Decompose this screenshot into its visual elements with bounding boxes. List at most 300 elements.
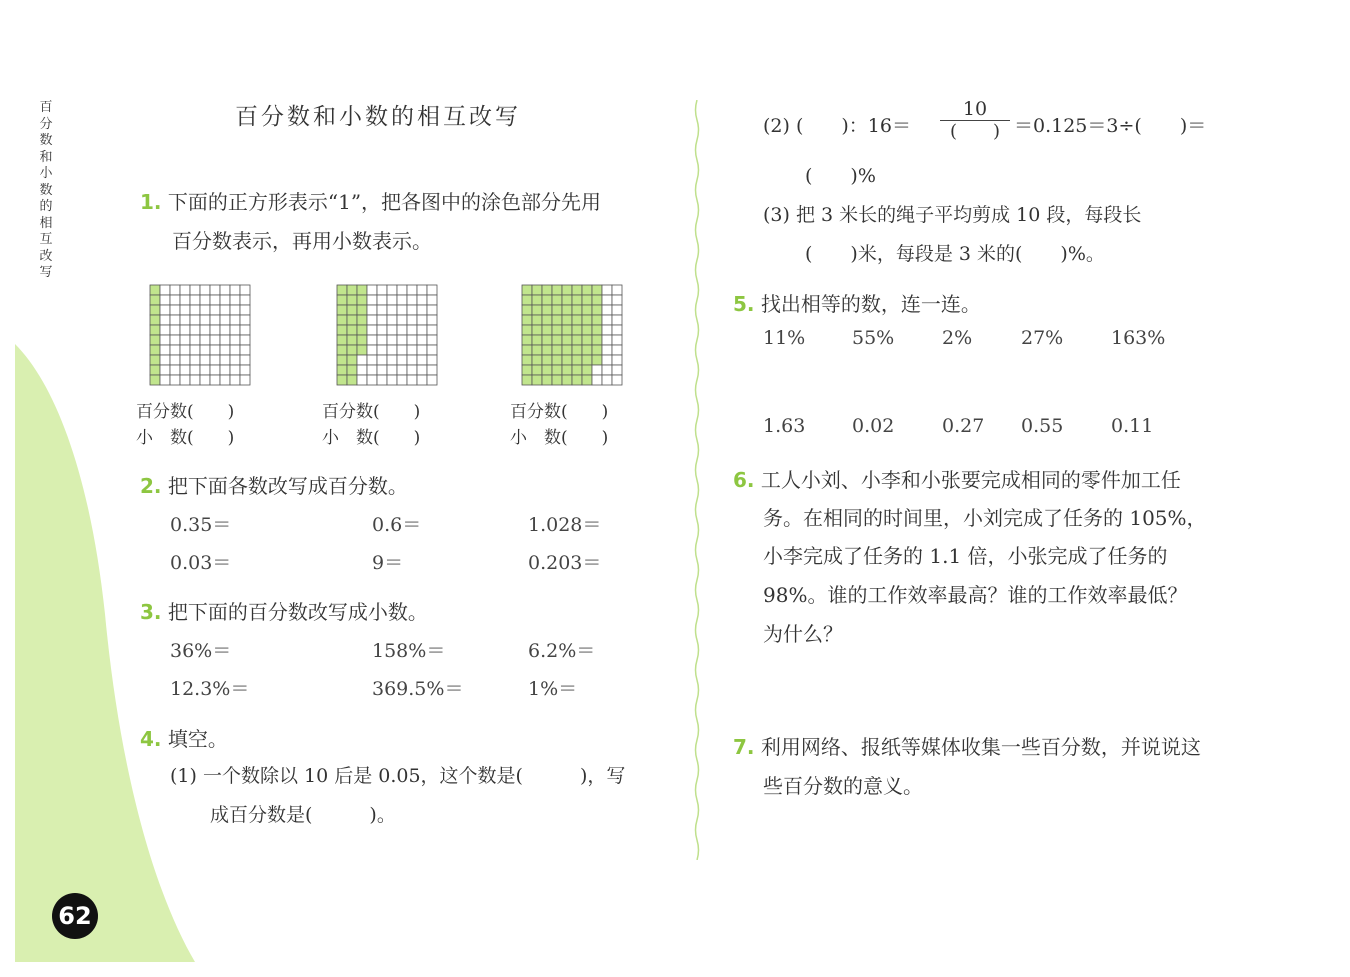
grid-cell-shaded (552, 335, 562, 345)
grid-cell-shaded (522, 305, 532, 315)
grid-cell-shaded (522, 285, 532, 295)
grid-cell (377, 315, 387, 325)
grid-cell (387, 345, 397, 355)
grid-cell (200, 355, 210, 365)
q3-item: 1%＝ (528, 678, 578, 700)
grid-cell-shaded (582, 375, 592, 385)
grid-cell (377, 365, 387, 375)
grid-cell-shaded (552, 315, 562, 325)
grid-cell-shaded (562, 315, 572, 325)
grid-cell (407, 295, 417, 305)
grid-cell (612, 325, 622, 335)
grid-cell (230, 295, 240, 305)
grid-cell-shaded (542, 295, 552, 305)
grid-cell-shaded (562, 295, 572, 305)
grid-cell (180, 355, 190, 365)
q6 (733, 464, 1181, 493)
grid-cell (230, 285, 240, 295)
q7-line1: 利用网络、报纸等媒体收集一些百分数，并说说这 (760, 735, 1201, 759)
grid-cell (160, 345, 170, 355)
grid-cell (180, 285, 190, 295)
grid-cell (602, 345, 612, 355)
grid-cell (210, 295, 220, 305)
grid-cell-shaded (150, 345, 160, 355)
grid-cell-shaded (562, 375, 572, 385)
grid-cell (417, 335, 427, 345)
q1-number: 1. (140, 190, 162, 214)
grid-cell (220, 345, 230, 355)
grid-cell-shaded (532, 325, 542, 335)
grid2-pct-label: 百分数( ) (322, 402, 421, 422)
grid-cell (230, 325, 240, 335)
grid-cell-shaded (532, 345, 542, 355)
q3-item: 12.3%＝ (170, 678, 250, 700)
grid-cell (397, 375, 407, 385)
grid-cell (240, 315, 250, 325)
grid-cell (427, 295, 437, 305)
grid-cell (170, 295, 180, 305)
grid-cell (210, 285, 220, 295)
grid-cell (200, 285, 210, 295)
grid-cell (427, 305, 437, 315)
grid-cell (190, 315, 200, 325)
grid-cell (417, 375, 427, 385)
grid-cell (180, 345, 190, 355)
q4-part2-b: ＝0.125＝3÷( )＝ (1014, 115, 1207, 137)
grid-cell (377, 375, 387, 385)
grid-cell (190, 355, 200, 365)
grid-cell (170, 335, 180, 345)
grid-cell-shaded (347, 365, 357, 375)
q5-top-item: 55% (852, 327, 895, 349)
q7 (733, 731, 1201, 760)
grid-cell (387, 375, 397, 385)
grid-cell-shaded (532, 355, 542, 365)
grid-cell-shaded (532, 335, 542, 345)
grid-cell-shaded (592, 295, 602, 305)
grid-cell-shaded (562, 305, 572, 315)
grid-cell (180, 315, 190, 325)
grid-cell-shaded (337, 315, 347, 325)
grid-cell-shaded (150, 365, 160, 375)
q2-item: 0.203＝ (528, 552, 602, 574)
grid-cell (592, 365, 602, 375)
grid-cell (602, 305, 612, 315)
grid-cell-shaded (582, 315, 592, 325)
q5-text: 找出相等的数，连一连。 (760, 292, 981, 316)
q1-line1: 下面的正方形表示“1”，把各图中的涂色部分先用 (167, 190, 602, 214)
grid-cell-shaded (532, 365, 542, 375)
grid-cell-shaded (337, 305, 347, 315)
grid-cell (602, 335, 612, 345)
grid-cell (427, 315, 437, 325)
grid-cell-shaded (150, 335, 160, 345)
grid-cell (200, 325, 210, 335)
grid-cell-shaded (522, 365, 532, 375)
grid-cell (407, 315, 417, 325)
grid-cell (397, 345, 407, 355)
q2-item: 9＝ (372, 552, 404, 574)
grid-cell-shaded (542, 345, 552, 355)
grid-cell (397, 305, 407, 315)
q2-text: 把下面各数改写成百分数。 (167, 474, 408, 498)
q6-line: 98%。谁的工作效率最高？谁的工作效率最低？ (763, 583, 1188, 607)
grid-cell (160, 325, 170, 335)
q4-part3-line1: (3) 把 3 米长的绳子平均剪成 10 段，每段长 (763, 204, 1142, 226)
hundred-grid-2 (336, 284, 440, 386)
grid3-dec-label: 小 数( ) (510, 428, 609, 448)
grid-cell-shaded (522, 325, 532, 335)
grid-cell (407, 345, 417, 355)
grid-cell-shaded (552, 375, 562, 385)
grid-cell (190, 305, 200, 315)
grid-cell (220, 375, 230, 385)
q4-part2-line2: ( )% (805, 165, 876, 187)
grid-cell (592, 375, 602, 385)
grid-cell (367, 335, 377, 345)
grid-cell (230, 305, 240, 315)
grid-cell (417, 295, 427, 305)
grid-cell (230, 375, 240, 385)
grid-cell-shaded (542, 355, 552, 365)
grid-cell-shaded (542, 375, 552, 385)
q2-item: 0.6＝ (372, 514, 422, 536)
grid1-pct-label: 百分数( ) (136, 402, 235, 422)
grid-cell (397, 325, 407, 335)
grid-cell-shaded (572, 335, 582, 345)
grid-cell (417, 345, 427, 355)
grid-cell (387, 305, 397, 315)
q3-item: 6.2%＝ (528, 640, 596, 662)
grid-cell-shaded (532, 295, 542, 305)
grid-cell (220, 295, 230, 305)
grid-cell-shaded (572, 375, 582, 385)
grid-cell (170, 325, 180, 335)
grid-cell (180, 365, 190, 375)
q6-line: 为什么？ (763, 622, 843, 646)
grid-cell-shaded (542, 285, 552, 295)
grid-cell (200, 305, 210, 315)
grid-cell-shaded (150, 295, 160, 305)
grid-cell (407, 335, 417, 345)
grid-cell (170, 365, 180, 375)
grid-cell (220, 355, 230, 365)
q2-item: 0.03＝ (170, 552, 232, 574)
grid-cell (240, 355, 250, 365)
grid-cell (220, 335, 230, 345)
q5-bottom-item: 0.27 (942, 415, 985, 437)
grid-cell (377, 325, 387, 335)
grid-cell-shaded (357, 325, 367, 335)
grid-cell-shaded (582, 325, 592, 335)
grid-cell (170, 285, 180, 295)
hundred-grid-1 (149, 284, 253, 386)
grid3-pct-label: 百分数( ) (510, 402, 609, 422)
grid-cell (210, 365, 220, 375)
grid-cell-shaded (337, 295, 347, 305)
grid-cell (387, 325, 397, 335)
grid-cell-shaded (347, 375, 357, 385)
grid-cell-shaded (542, 305, 552, 315)
grid-cell (377, 355, 387, 365)
grid-cell (240, 375, 250, 385)
grid-cell (210, 335, 220, 345)
grid-cell (200, 345, 210, 355)
grid-cell-shaded (572, 345, 582, 355)
grid-cell-shaded (582, 295, 592, 305)
grid-cell (417, 325, 427, 335)
grid-cell (200, 295, 210, 305)
grid-cell-shaded (572, 325, 582, 335)
q5-bottom-item: 0.55 (1021, 415, 1064, 437)
grid-cell-shaded (150, 355, 160, 365)
grid-cell (240, 345, 250, 355)
grid-cell (210, 355, 220, 365)
grid-cell-shaded (347, 345, 357, 355)
grid-cell (180, 305, 190, 315)
grid-cell (612, 285, 622, 295)
grid-cell (397, 295, 407, 305)
grid-cell-shaded (150, 315, 160, 325)
grid-cell (220, 315, 230, 325)
grid-cell-shaded (337, 335, 347, 345)
grid-cell (367, 365, 377, 375)
q5-top-item: 27% (1021, 327, 1064, 349)
grid-cell (357, 375, 367, 385)
grid-cell-shaded (337, 365, 347, 375)
grid-cell (417, 305, 427, 315)
grid-cell-shaded (592, 345, 602, 355)
grid-cell (387, 355, 397, 365)
grid-cell (357, 365, 367, 375)
grid-cell-shaded (542, 335, 552, 345)
grid-cell-shaded (572, 305, 582, 315)
grid-cell-shaded (150, 375, 160, 385)
grid-cell-shaded (562, 355, 572, 365)
grid-cell (210, 305, 220, 315)
grid-cell (367, 345, 377, 355)
grid-cell-shaded (542, 315, 552, 325)
q4-text: 填空。 (167, 727, 228, 751)
q6-line: 务。在相同的时间里，小刘完成了任务的 105%， (763, 506, 1207, 530)
grid-cell (427, 375, 437, 385)
q4-number: 4. (140, 727, 162, 751)
q2-item: 0.35＝ (170, 514, 232, 536)
grid-cell (180, 325, 190, 335)
grid-cell (377, 295, 387, 305)
grid-cell-shaded (522, 375, 532, 385)
grid-cell (612, 365, 622, 375)
q3 (140, 596, 428, 625)
grid-cell (170, 315, 180, 325)
grid-cell (240, 335, 250, 345)
grid-cell-shaded (337, 355, 347, 365)
q6-line: 小李完成了任务的 1.1 倍，小张完成了任务的 (763, 544, 1168, 568)
grid-cell-shaded (532, 375, 542, 385)
grid-cell (180, 335, 190, 345)
grid-cell-shaded (562, 325, 572, 335)
grid-cell (417, 285, 427, 295)
grid-cell (602, 295, 612, 305)
grid2-dec-label: 小 数( ) (322, 428, 421, 448)
grid-cell-shaded (572, 295, 582, 305)
grid-cell (612, 295, 622, 305)
grid-cell-shaded (337, 285, 347, 295)
grid-cell-shaded (572, 285, 582, 295)
grid-cell (200, 315, 210, 325)
grid-cell-shaded (592, 335, 602, 345)
grid-cell (602, 365, 612, 375)
q2-item: 1.028＝ (528, 514, 602, 536)
grid-cell-shaded (572, 315, 582, 325)
grid-cell (397, 355, 407, 365)
q2 (140, 470, 408, 499)
grid-cell (427, 345, 437, 355)
q2-number: 2. (140, 474, 162, 498)
grid-cell-shaded (542, 325, 552, 335)
grid-cell-shaded (150, 305, 160, 315)
q5-top-item: 11% (763, 327, 806, 349)
grid-cell-shaded (347, 325, 357, 335)
grid-cell-shaded (150, 325, 160, 335)
grid-cell (367, 315, 377, 325)
grid-cell-shaded (150, 285, 160, 295)
side-title: 百分数和小数的相互改写 (39, 100, 53, 280)
fraction-denominator: ( ) (949, 121, 1001, 142)
grid-cell (387, 285, 397, 295)
q4-part3-line2: ( )米，每段是 3 米的( )%。 (805, 243, 1105, 265)
grid-cell-shaded (532, 305, 542, 315)
grid-cell (612, 335, 622, 345)
grid-cell-shaded (582, 355, 592, 365)
grid-cell (377, 305, 387, 315)
grid-cell-shaded (347, 355, 357, 365)
grid-cell (160, 365, 170, 375)
q6-line: 工人小刘、小李和小张要完成相同的零件加工任 (760, 468, 1181, 492)
grid-cell-shaded (522, 345, 532, 355)
grid-cell-shaded (532, 285, 542, 295)
grid-cell (190, 365, 200, 375)
q3-item: 369.5%＝ (372, 678, 464, 700)
grid-cell-shaded (552, 345, 562, 355)
page-divider (694, 100, 700, 860)
grid-cell-shaded (552, 305, 562, 315)
grid-cell (367, 285, 377, 295)
grid-cell (387, 295, 397, 305)
grid-cell (240, 305, 250, 315)
grid-cell (190, 285, 200, 295)
grid-cell (240, 285, 250, 295)
grid-cell (427, 325, 437, 335)
q4-part1-line1: (1) 一个数除以 10 后是 0.05，这个数是( )，写 (170, 765, 626, 787)
grid-cell-shaded (582, 335, 592, 345)
page-number: 62 (52, 893, 98, 939)
grid-cell-shaded (592, 355, 602, 365)
grid-cell-shaded (522, 355, 532, 365)
grid-cell (367, 295, 377, 305)
q1 (140, 186, 601, 215)
grid-cell-shaded (347, 315, 357, 325)
grid-cell-shaded (522, 335, 532, 345)
grid-cell (160, 305, 170, 315)
grid-cell (387, 365, 397, 375)
grid-cell (407, 375, 417, 385)
grid-cell-shaded (357, 295, 367, 305)
grid-cell (397, 315, 407, 325)
grid-cell-shaded (592, 315, 602, 325)
grid-cell (170, 355, 180, 365)
grid-cell (230, 365, 240, 375)
grid-cell-shaded (532, 315, 542, 325)
grid-cell (612, 345, 622, 355)
grid-cell (367, 305, 377, 315)
q3-item: 158%＝ (372, 640, 446, 662)
grid-cell (170, 345, 180, 355)
q5-bottom-item: 1.63 (763, 415, 806, 437)
grid-cell-shaded (357, 345, 367, 355)
grid-cell (367, 375, 377, 385)
grid-cell-shaded (552, 295, 562, 305)
grid-cell (397, 365, 407, 375)
grid-cell (210, 345, 220, 355)
grid-cell-shaded (347, 295, 357, 305)
q5 (733, 288, 981, 317)
q4-part2-a: (2) ( )：16＝ (763, 115, 911, 137)
grid-cell (612, 305, 622, 315)
grid-cell (230, 345, 240, 355)
grid-cell (230, 355, 240, 365)
grid1-dec-label: 小 数( ) (136, 428, 235, 448)
grid-cell (427, 355, 437, 365)
grid-cell-shaded (552, 325, 562, 335)
grid-cell (377, 345, 387, 355)
grid-cell (210, 375, 220, 385)
grid-cell (240, 365, 250, 375)
grid-cell (407, 305, 417, 315)
q5-top-item: 163% (1111, 327, 1166, 349)
grid-cell (160, 285, 170, 295)
grid-cell (397, 285, 407, 295)
q1-line2: 百分数表示，再用小数表示。 (172, 229, 432, 253)
grid-cell-shaded (562, 365, 572, 375)
grid-cell (387, 315, 397, 325)
grid-cell (160, 315, 170, 325)
grid-cell-shaded (357, 315, 367, 325)
grid-cell (170, 375, 180, 385)
grid-cell (387, 335, 397, 345)
grid-cell-shaded (337, 375, 347, 385)
grid-cell-shaded (522, 315, 532, 325)
grid-cell (612, 315, 622, 325)
grid-cell-shaded (572, 355, 582, 365)
grid-cell (367, 325, 377, 335)
q5-bottom-item: 0.02 (852, 415, 895, 437)
grid-cell (210, 315, 220, 325)
q4-part1-line2: 成百分数是( )。 (210, 804, 396, 826)
grid-cell (190, 335, 200, 345)
q5-bottom-item: 0.11 (1111, 415, 1154, 437)
grid-cell (407, 355, 417, 365)
q4-part2-fraction (940, 98, 1010, 143)
grid-cell (190, 345, 200, 355)
q5-top-item: 2% (942, 327, 973, 349)
grid-cell (417, 315, 427, 325)
grid-cell (160, 355, 170, 365)
grid-cell-shaded (562, 285, 572, 295)
grid-cell-shaded (562, 335, 572, 345)
q7-number: 7. (733, 735, 755, 759)
grid-cell-shaded (582, 285, 592, 295)
